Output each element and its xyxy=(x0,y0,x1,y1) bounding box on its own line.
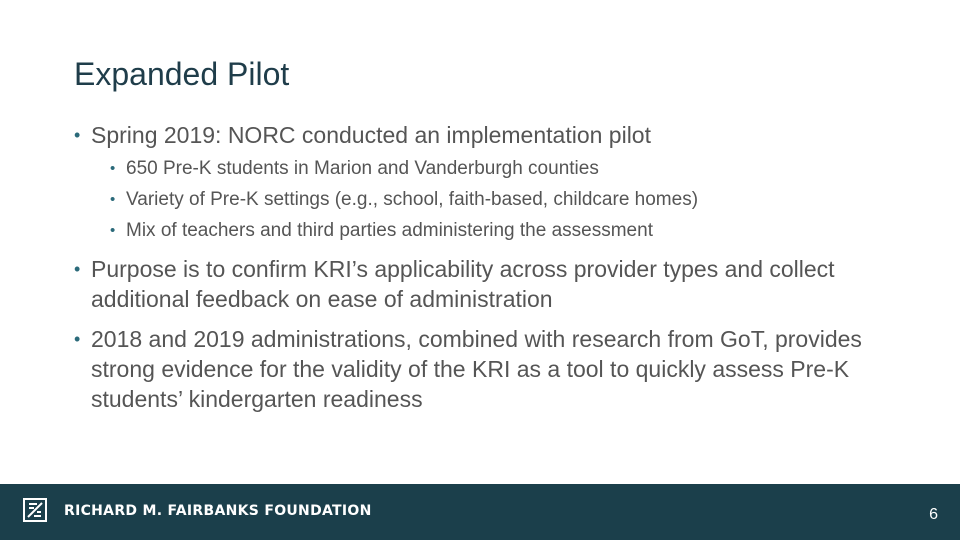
slide-content xyxy=(74,120,874,414)
bullet-item xyxy=(74,324,874,414)
bullet-dot: • xyxy=(110,191,116,208)
bullet-dot: • xyxy=(110,222,116,239)
sub-bullet-list xyxy=(74,153,874,246)
bullet-text: Purpose is to confirm KRI’s applicability across provider types and collect additional feedback on ease of administration xyxy=(91,256,835,312)
sub-bullet-item xyxy=(74,215,874,246)
bullet-item xyxy=(74,254,874,314)
sub-bullet-text: Variety of Pre-K settings (e.g., school, faith-based, childcare homes) xyxy=(126,189,699,210)
bullet-dot: • xyxy=(74,259,81,279)
bullet-dot: • xyxy=(74,125,81,145)
bullet-dot: • xyxy=(110,160,116,177)
bullet-dot: • xyxy=(74,329,81,349)
footer-bar xyxy=(0,484,960,540)
organization-name: RICHARD M. FAIRBANKS FOUNDATION xyxy=(64,503,372,519)
bullet-text: Spring 2019: NORC conducted an implementation pilot xyxy=(91,122,651,148)
fairbanks-logo-icon xyxy=(23,498,47,522)
sub-bullet-item xyxy=(74,153,874,184)
sub-bullet-text: Mix of teachers and third parties administering the assessment xyxy=(126,220,653,241)
bullet-text: 2018 and 2019 administrations, combined with research from GoT, provides strong evidence for the validity of the KRI as a tool to quickly assess Pre-K students’ kindergarten readiness xyxy=(91,326,862,412)
sub-bullet-item xyxy=(74,184,874,215)
slide-title: Expanded Pilot xyxy=(74,56,290,92)
sub-bullet-text: 650 Pre-K students in Marion and Vanderburgh counties xyxy=(126,158,599,179)
bullet-item xyxy=(74,120,874,150)
page-number: 6 xyxy=(929,506,938,523)
